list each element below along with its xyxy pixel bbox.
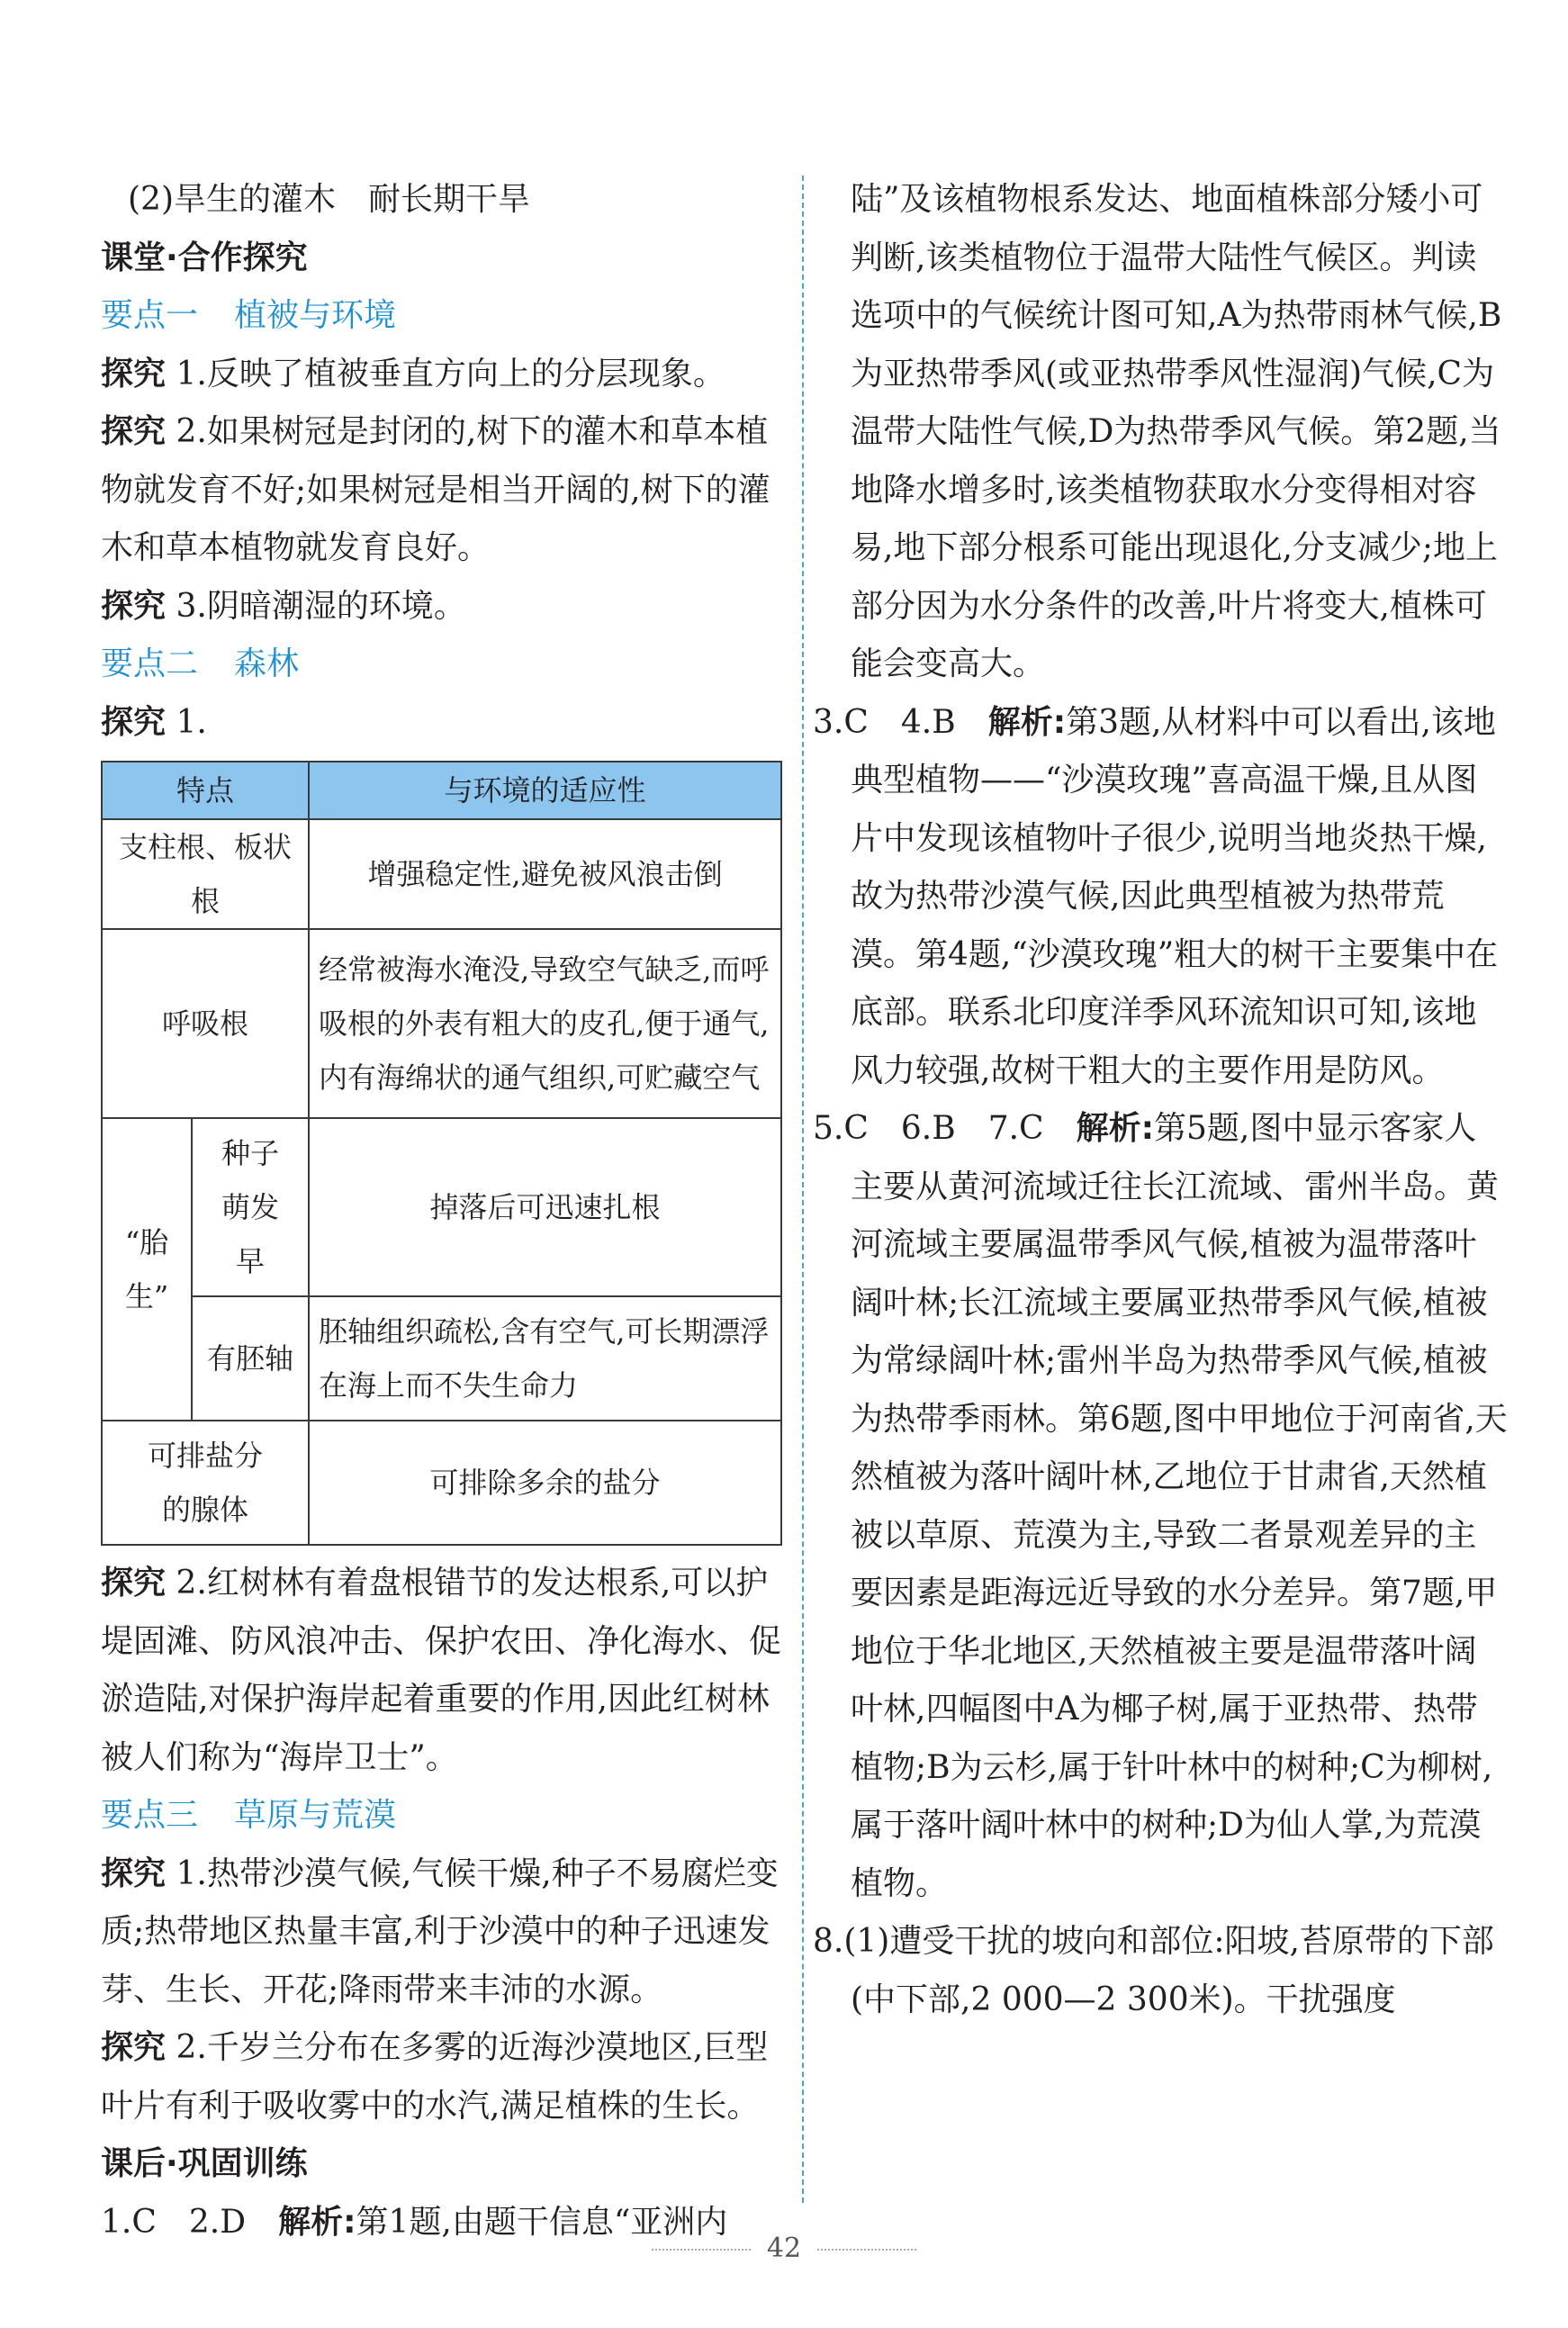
answer-line-2: (2)旱生的灌木 耐长期干旱 <box>128 181 530 218</box>
explore-label: 探究 <box>101 703 167 741</box>
left-column <box>101 171 789 2251</box>
key-point-1 <box>101 287 789 346</box>
table-cell-group: “胎生” <box>102 1118 192 1421</box>
table-row <box>102 1421 781 1545</box>
answer-5-7 <box>813 1100 1508 1913</box>
explore-text: 3.阴暗潮湿的环境。 <box>176 587 466 625</box>
table-header-feature: 特点 <box>102 762 309 819</box>
table-cell: 增强稳定性,避免被风浪击倒 <box>309 819 781 929</box>
explore-text: 2.千岁兰分布在多雾的近海沙漠地区,巨型叶片有利于吸收雾中的水汽,满足植株的生长。 <box>101 2029 769 2125</box>
explore-text: 2.如果树冠是封闭的,树下的灌木和草本植物就发育不好;如果树冠是相当开阔的,树下的灌木和草本植物就发育良好。 <box>101 413 770 566</box>
explore-label: 探究 <box>101 1565 167 1602</box>
analysis-label: 解析: <box>987 703 1067 741</box>
explore-1-1 <box>101 346 789 404</box>
explore-text: 1.反映了植被垂直方向上的分层现象。 <box>176 355 725 393</box>
page-footer <box>0 2233 1568 2264</box>
table-cell: 掉落后可迅速扎根 <box>309 1118 781 1296</box>
analysis-label: 解析: <box>278 2203 356 2241</box>
column-divider <box>802 176 804 2203</box>
table-cell: 可排除多余的盐分 <box>309 1421 781 1545</box>
table-row <box>102 1118 781 1296</box>
explore-3-1 <box>101 1845 789 2020</box>
explore-2-2 <box>101 1555 789 1787</box>
explore-label: 探究 <box>101 1854 167 1892</box>
explore-label: 探究 <box>101 355 167 393</box>
explore-text: 2.红树林有着盘根错节的发达根系,可以护堤固滩、防风浪冲击、保护农田、净化海水、促淤造陆,对保护海岸起着重要的作用,因此红树林被人们称为“海岸卫士”。 <box>101 1565 782 1776</box>
explore-text: 1.热带沙漠气候,气候干燥,种子不易腐烂变质;热带地区热量丰富,利于沙漠中的种子迅速发芽、生长、开花;降雨带来丰沛的水源。 <box>101 1854 779 2008</box>
key-point-3 <box>101 1787 789 1845</box>
analysis-label: 解析: <box>1076 1110 1154 1147</box>
page-number: 42 <box>766 2233 802 2264</box>
answer-keys: 1.C 2.D <box>101 2203 279 2241</box>
explore-1-3 <box>101 578 789 636</box>
explore-label: 探究 <box>101 587 167 625</box>
table-cell: 胚轴组织疏松,含有空气,可长期漂浮在海上而不失生命力 <box>309 1296 781 1421</box>
key-point-2 <box>101 636 789 694</box>
answer-keys: 3.C 4.B <box>813 703 988 741</box>
mangrove-table <box>101 761 782 1546</box>
key-point-2-title: 森林 <box>234 645 300 682</box>
explore-3-2 <box>101 2019 789 2135</box>
table-header-adaptation: 与环境的适应性 <box>309 762 781 819</box>
answer-8: 8.(1)遭受干扰的坡向和部位:阳坡,苔原带的下部(中下部,2 000—2 300米)。干扰强度 <box>813 1923 1494 2018</box>
key-point-3-num: 要点三 <box>101 1797 199 1834</box>
explore-label: 探究 <box>101 413 167 450</box>
right-column <box>813 171 1508 2029</box>
table-cell: 呼吸根 <box>102 929 309 1118</box>
table-cell: 支柱根、板状根 <box>102 819 309 929</box>
answer-keys: 5.C 6.B 7.C <box>813 1110 1077 1147</box>
table-row <box>102 1296 781 1421</box>
explore-text: 1. <box>176 703 207 741</box>
analysis-text: 第3题,从材料中可以看出,该地典型植物——“沙漠玫瑰”喜高温干燥,且从图片中发现该植物叶子很少,说明当地炎热干燥,故为热带沙漠气候,因此典型植被为热带荒漠。第4题,“沙漠玫瑰”粗大的树干主要集中在底部。联系北印度洋季风环流知识可知,该地风力较强,故树干粗大的主要作用是防风。 <box>851 703 1499 1089</box>
table-cell: 经常被海水淹没,导致空气缺乏,而呼吸根的外表有粗大的皮孔,便于通气,内有海绵状的通气组织,可贮藏空气 <box>309 929 781 1118</box>
key-point-3-title: 草原与荒漠 <box>234 1797 397 1834</box>
explore-1-2 <box>101 403 789 578</box>
section-heading-after-class: 课后·巩固训练 <box>101 2145 308 2182</box>
section-heading-classroom: 课堂·合作探究 <box>101 239 308 276</box>
table-row <box>102 819 781 929</box>
key-point-1-num: 要点一 <box>101 297 199 334</box>
answer-1-2-continued: 陆”及该植物根系发达、地面植株部分矮小可判断,该类植物位于温带大陆性气候区。判读选项中的气候统计图可知,A为热带雨林气候,B为亚热带季风(或亚热带季风性湿润)气候,C为温带大陆性气候,D为热带季风气候。第2题,当地降水增多时,该类植物获取水分变得相对容易,地下部分根系可能出现退化,分支减少;地上部分因为水分条件的改善,叶片将变大,植株可能会变高大。 <box>851 181 1502 682</box>
explore-2-1 <box>101 694 789 753</box>
table-cell: 有胚轴 <box>192 1296 309 1421</box>
table-cell: 可排盐分的腺体 <box>102 1421 309 1545</box>
key-point-1-title: 植被与环境 <box>234 297 397 334</box>
analysis-text: 第1题,由题干信息“亚洲内 <box>356 2203 728 2241</box>
answer-3-4 <box>813 694 1508 1101</box>
analysis-text: 第5题,图中显示客家人主要从黄河流域迁往长江流域、雷州半岛。黄河流域主要属温带季风气候,植被为温带落叶阔叶林;长江流域主要属亚热带季风气候,植被为常绿阔叶林;雷州半岛为热带季风气候,植被为热带季雨林。第6题,图中甲地位于河南省,天然植被为落叶阔叶林,乙地位于甘肃省,天然植被以草原、荒漠为主,导致二者景观差异的主要因素是距海远近导致的水分差异。第7题,甲地位于华北地区,天然植被主要是温带落叶阔叶林,四幅图中A为椰子树,属于亚热带、热带植物;B为云杉,属于针叶林中的树种;C为柳树,属于落叶阔叶林中的树种;D为仙人掌,为荒漠植物。 <box>851 1110 1508 1902</box>
table-cell: 种子萌发早 <box>192 1118 309 1296</box>
table-row <box>102 929 781 1118</box>
explore-label: 探究 <box>101 2029 167 2066</box>
key-point-2-num: 要点二 <box>101 645 199 682</box>
